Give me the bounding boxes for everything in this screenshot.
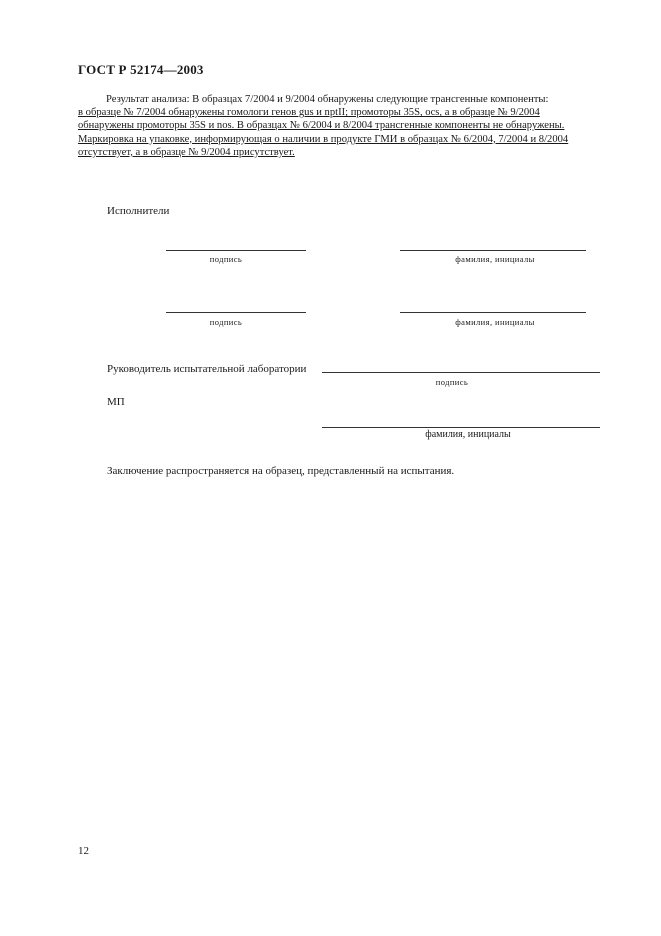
performer-2-name-line <box>400 312 586 313</box>
result-line-4: Маркировка на упаковке, информирующая о наличии в продукте ГМИ в образцах № 6/2004, 7/2004 и 8/2004 <box>78 133 569 145</box>
performer-2-signature-caption: подпись <box>209 317 243 327</box>
performer-1-name-caption: фамилия, инициалы <box>455 254 535 264</box>
standard-header: ГОСТ Р 52174—2003 <box>78 62 204 77</box>
performers-label: Исполнители <box>107 205 170 217</box>
conclusion-text: Заключение распространяется на образец, представленный на испытания. <box>107 465 455 477</box>
result-line-3: обнаружены промоторы 35S и nos. В образцах № 6/2004 и 8/2004 трансгенные компоненты не обнаружены. <box>78 120 565 132</box>
lab-head-name-line <box>322 427 600 428</box>
performer-2-name-caption: фамилия, инициалы <box>455 317 535 327</box>
performer-1-signature-caption: подпись <box>209 254 243 264</box>
lab-head-name-caption: фамилия, инициалы <box>425 429 511 440</box>
stamp-label: МП <box>107 396 125 408</box>
result-line-2: в образце № 7/2004 обнаружены гомологи генов gus и nptII; промоторы 35S, ocs, а в образце № 9/2004 <box>78 107 540 119</box>
lab-head-label: Руководитель испытательной лаборатории <box>107 363 307 375</box>
lab-head-signature-caption: подпись <box>435 377 469 387</box>
analysis-result-paragraph <box>78 93 615 159</box>
performer-1-signature-line <box>166 250 306 251</box>
performer-1-name-line <box>400 250 586 251</box>
page-number: 12 <box>78 845 89 857</box>
performer-2-signature-line <box>166 312 306 313</box>
result-line-5: отсутствует, а в образце № 9/2004 присутствует. <box>78 146 295 158</box>
result-line-1: Результат анализа: В образцах 7/2004 и 9/2004 обнаружены следующие трансгенные компоненты: <box>106 94 549 105</box>
lab-head-signature-line <box>322 372 600 373</box>
